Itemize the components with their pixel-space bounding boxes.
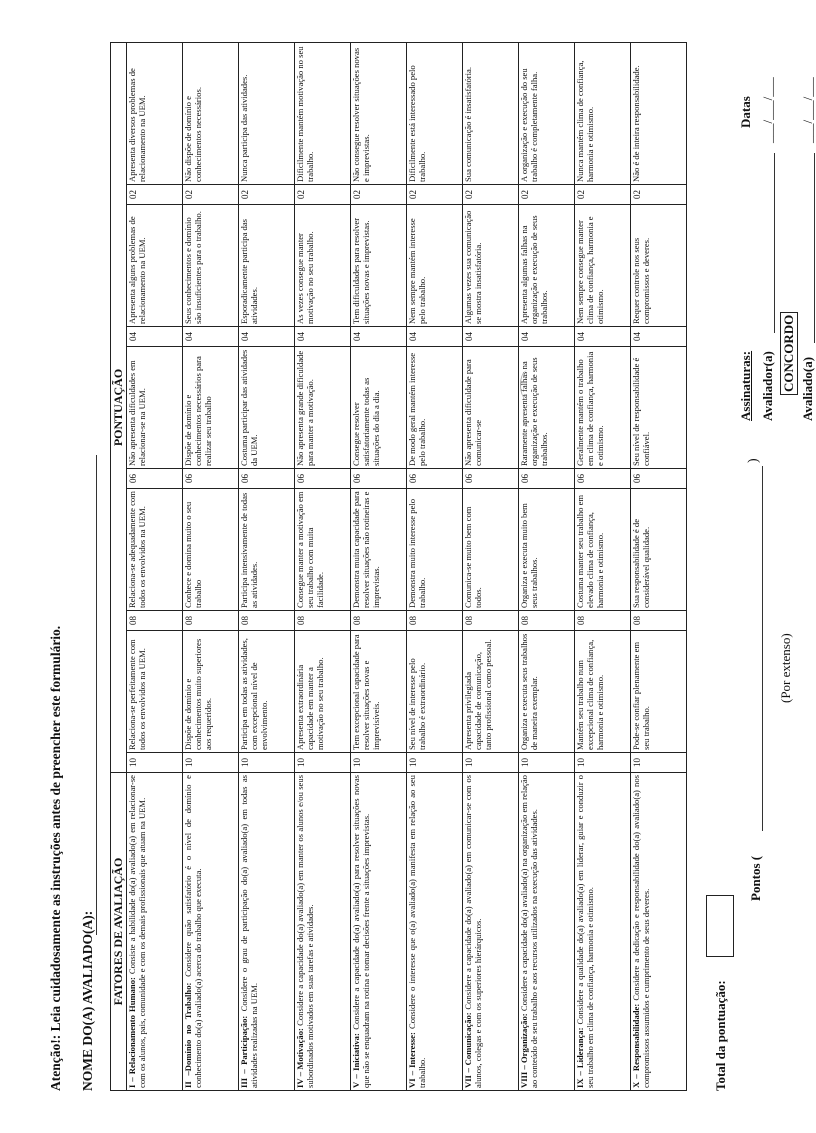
score-option-08[interactable]: 08: [575, 611, 631, 631]
score-option-06[interactable]: 06: [351, 469, 407, 489]
score-description-06: Dispõe de domínio e conhecimentos necessários para realizar seu trabalho: [183, 347, 239, 469]
evaluated-name-label: NOME DO(A) AVALIADO(A):: [80, 910, 95, 1091]
score-option-10[interactable]: 10: [351, 753, 407, 773]
score-description-06: Costuma participar das atividades da UEM.: [239, 347, 295, 469]
factor-description: Considere o interesse que o(a) avaliado(a) manifesta em relação ao seu trabalho.: [407, 775, 428, 1088]
score-description-08: Comunica-se muito bem com todos.: [463, 489, 519, 611]
factor-description: Considere a capacidade do(a) avaliado(a) para resolver situações novas que não se enquadram na rotina e tomar decisões frente a situações imprevistas.: [351, 775, 372, 1088]
score-description-02: Nunca participa das atividades.: [239, 43, 295, 185]
score-description-08: Relaciona-se adequadamente com todos os envolvidos na UEM.: [127, 489, 183, 611]
score-description-04: Tem dificuldades para resolver situações novas e imprevistas.: [351, 205, 407, 327]
factor-cell: [631, 773, 687, 1091]
score-option-08[interactable]: 08: [463, 611, 519, 631]
score-option-10[interactable]: 10: [295, 753, 351, 773]
score-option-02[interactable]: 02: [351, 185, 407, 205]
score-description-04: Esporadicamente participa das atividades.: [239, 205, 295, 327]
score-option-08[interactable]: 08: [127, 611, 183, 631]
score-description-08: Sua responsabilidade é de considerável qualidade.: [631, 489, 687, 611]
score-option-02[interactable]: 02: [575, 185, 631, 205]
score-description-04: Algumas vezes sua comunicação se mostra insatisfatória.: [463, 205, 519, 327]
factor-description: Considere a capacidade do(a) avaliado(a) na organização em relação ao conteúdo de seu trabalho e aos recursos utilizados na execução das atividades.: [519, 775, 540, 1088]
factor-title: VI – Interesse:: [407, 1032, 418, 1088]
score-option-06[interactable]: 06: [127, 469, 183, 489]
score-description-08: Participa intensivamente de todas as atividades.: [239, 489, 295, 611]
score-option-04[interactable]: 04: [407, 327, 463, 347]
factor-title: III – Participação:: [239, 1015, 250, 1088]
table-row: [519, 43, 575, 1091]
score-description-06: Consegue resolver satisfatoriamente todas as situações do dia a dia.: [351, 347, 407, 469]
agree-box: CONCORDO: [780, 312, 798, 395]
score-description-10: Apresenta privilegiada capacidade de comunicação, tanto profissional como pessoal.: [463, 631, 519, 753]
signatures-heading: Assinaturas:: [738, 350, 753, 421]
table-row: [631, 43, 687, 1091]
evaluated-name-field[interactable]: [96, 455, 97, 935]
score-option-04[interactable]: 04: [575, 327, 631, 347]
score-option-10[interactable]: 10: [631, 753, 687, 773]
factor-description: Considere a dedicação e responsabilidade do(a) avaliado(a) nos compromissos assumidos e cumprimento de seus deveres.: [631, 775, 652, 1088]
factor-cell: [407, 773, 463, 1091]
factor-title: X – Responsabilidade:: [631, 1003, 642, 1088]
table-row: [183, 43, 239, 1091]
score-option-08[interactable]: 08: [407, 611, 463, 631]
score-description-08: Conhece e domina muito o seu trabalho: [183, 489, 239, 611]
evaluator-date-field[interactable]: ___/___/___: [760, 77, 775, 143]
score-option-04[interactable]: 04: [127, 327, 183, 347]
table-row: [239, 43, 295, 1091]
factors-header: FATORES DE AVALIAÇÃO: [111, 773, 127, 1091]
score-option-02[interactable]: 02: [407, 185, 463, 205]
score-description-10: Tem excepcional capacidade para resolver situações novas e imprevisíveis.: [351, 631, 407, 753]
factor-description: Considere a qualidade do(a) avaliado(a) em liderar, guiar e conduzir o seu trabalho em clima de confiança, harmonia e otimismo.: [575, 775, 596, 1088]
score-option-06[interactable]: 06: [575, 469, 631, 489]
score-option-10[interactable]: 10: [575, 753, 631, 773]
factor-cell: [463, 773, 519, 1091]
points-label: Pontos (: [748, 855, 763, 901]
score-description-02: Dificilmente mantém motivação no seu trabalho.: [295, 43, 351, 185]
score-description-08: Demonstra muita capacidade para resolver situações não rotineiras e imprevistas.: [351, 489, 407, 611]
score-description-02: Dificilmente está interessado pelo trabalho.: [407, 43, 463, 185]
score-option-10[interactable]: 10: [407, 753, 463, 773]
factor-description: Considere o grau de participação do(a) avaliado(a) em todas as atividades realizadas na UEM.: [239, 775, 260, 1088]
evaluator-signature-field[interactable]: [774, 153, 775, 333]
score-description-06: Não apresenta grande dificuldade para manter a motivação.: [295, 347, 351, 469]
score-description-06: Não apresenta dificuldade para comunicar-se: [463, 347, 519, 469]
closing-parenthesis: ): [746, 458, 761, 463]
score-description-02: Não é de inteira responsabilidade.: [631, 43, 687, 185]
factor-title: IV – Motivação:: [295, 1028, 306, 1088]
score-option-04[interactable]: 04: [631, 327, 687, 347]
score-description-02: Sua comunicação é insatisfatória.: [463, 43, 519, 185]
score-description-04: Nem sempre mantém interesse pelo trabalho.: [407, 205, 463, 327]
in-words-caption: (Por extenso): [778, 633, 793, 703]
score-description-04: Apresenta algumas falhas na organização e execução de seus trabalhos.: [519, 205, 575, 327]
total-score-box[interactable]: [706, 895, 734, 957]
evaluation-table: [110, 42, 687, 1091]
evaluated-date-field[interactable]: ___/___/___: [800, 77, 815, 143]
score-description-02: Nunca mantém clima de confiança, harmonia e otimismo.: [575, 43, 631, 185]
factor-title: VII – Comunicação:: [463, 1012, 474, 1088]
score-option-08[interactable]: 08: [183, 611, 239, 631]
score-option-06[interactable]: 06: [295, 469, 351, 489]
score-description-06: Geralmente mantém o trabalho em clima de confiança, harmonia e otimismo.: [575, 347, 631, 469]
scan-artifact-mark: [520, 370, 535, 400]
score-description-10: Relaciona-se perfeitamente com todos os envolvidos na UEM.: [127, 631, 183, 753]
evaluated-signature-field[interactable]: [814, 153, 815, 343]
table-row: [351, 43, 407, 1091]
score-description-10: Dispõe de domínio e conhecimentos muito superiores aos requeridos.: [183, 631, 239, 753]
score-option-08[interactable]: 08: [295, 611, 351, 631]
score-option-10[interactable]: 10: [239, 753, 295, 773]
factor-description: Considere quão satisfatório é o nível de domínio e conhecimento do(a) avaliado(a) acerca do trabalho que executa.: [183, 775, 204, 1088]
score-option-02[interactable]: 02: [519, 185, 575, 205]
score-description-06: Seu nível de responsabilidade é confiável.: [631, 347, 687, 469]
score-description-08: Costuma manter seu trabalho em elevado clima de confiança, harmonia e otimismo.: [575, 489, 631, 611]
score-option-04[interactable]: 04: [519, 327, 575, 347]
factor-cell: [295, 773, 351, 1091]
score-description-02: Apresenta diversos problemas de relacionamento na UEM.: [127, 43, 183, 185]
score-option-08[interactable]: 08: [239, 611, 295, 631]
attention-notice: Atenção!: Leia cuidadosamente as instruções antes de preencher este formulário.: [48, 625, 63, 1091]
score-option-02[interactable]: 02: [183, 185, 239, 205]
factor-cell: [239, 773, 295, 1091]
score-option-04[interactable]: 04: [295, 327, 351, 347]
score-option-06[interactable]: 06: [407, 469, 463, 489]
score-option-10[interactable]: 10: [463, 753, 519, 773]
table-row: [575, 43, 631, 1091]
score-option-02[interactable]: 02: [463, 185, 519, 205]
score-description-08: Demonstra muito interesse pelo trabalho.: [407, 489, 463, 611]
score-description-08: Consegue manter a motivação em seu trabalho com muita facilidade.: [295, 489, 351, 611]
score-description-04: Nem sempre consegue manter clima de confiança, harmonia e otimismo.: [575, 205, 631, 327]
factor-title: V – Iniciativa:: [351, 1033, 362, 1088]
score-option-10[interactable]: 10: [519, 753, 575, 773]
score-description-10: Apresenta extraordinária capacidade em manter a motivação no seu trabalho.: [295, 631, 351, 753]
points-in-words-field[interactable]: [762, 466, 763, 831]
score-description-04: Apresenta alguns problemas de relacionamento na UEM.: [127, 205, 183, 327]
table-row: [127, 43, 183, 1091]
score-description-02: Não dispõe de domínio e conhecimentos necessários.: [183, 43, 239, 185]
factor-description: Considere a capacidade do(a) avaliado(a) em comunicar-se com os alunos, colegas e com os superiores hierárquicos.: [463, 775, 484, 1088]
score-description-08: Organiza e executa muito bem seus trabalhos.: [519, 489, 575, 611]
factor-cell: [127, 773, 183, 1091]
score-description-02: Não consegue resolver situações novas e imprevistas.: [351, 43, 407, 185]
factor-title: IX – Liderança:: [575, 1027, 586, 1088]
score-description-10: Mantém seu trabalho num excepcional clima de confiança, harmonia e otimismo.: [575, 631, 631, 753]
score-option-06[interactable]: 06: [183, 469, 239, 489]
score-option-04[interactable]: 04: [351, 327, 407, 347]
score-option-02[interactable]: 02: [127, 185, 183, 205]
table-row: [463, 43, 519, 1091]
score-option-10[interactable]: 10: [127, 753, 183, 773]
factor-description: Consiste a habilidade do(a) avaliado(a) em relacionar-se com os alunos, pais, comunidade e com os demais profissionais que atuam na UEM.: [127, 775, 148, 1088]
score-description-02: A organização e execução do seu trabalho é completamente falha.: [519, 43, 575, 185]
score-option-10[interactable]: 10: [183, 753, 239, 773]
factor-title: VIII – Organização:: [519, 1013, 530, 1088]
score-option-04[interactable]: 04: [239, 327, 295, 347]
factor-cell: [183, 773, 239, 1091]
score-option-08[interactable]: 08: [351, 611, 407, 631]
evaluated-label: Avaliado(a): [800, 356, 815, 421]
score-option-02[interactable]: 02: [239, 185, 295, 205]
score-description-04: Requer controle nos seus compromissos e deveres.: [631, 205, 687, 327]
table-row: [295, 43, 351, 1091]
score-option-02[interactable]: 02: [631, 185, 687, 205]
evaluator-label: Avaliador(a): [760, 351, 775, 421]
score-option-02[interactable]: 02: [295, 185, 351, 205]
total-score-label: Total da pontuação:: [713, 980, 728, 1091]
score-description-10: Pode-se confiar plenamente em seu trabalho.: [631, 631, 687, 753]
dates-heading: Datas: [738, 96, 753, 128]
scan-artifact-mark: [523, 405, 536, 427]
score-description-04: Seus conhecimentos e domínio são insuficientes para o trabalho.: [183, 205, 239, 327]
factor-cell: [519, 773, 575, 1091]
factor-title: I – Relacionamento Humano:: [127, 977, 138, 1088]
score-option-08[interactable]: 08: [631, 611, 687, 631]
score-description-06: Raramente apresenta falhas na organização e execução de seus trabalhos.: [519, 347, 575, 469]
score-description-06: Não apresenta dificuldades em relacionar-se na UEM.: [127, 347, 183, 469]
table-row: [407, 43, 463, 1091]
score-description-04: As vezes consegue manter motivação no seu trabalho.: [295, 205, 351, 327]
score-description-10: Organiza e executa seus trabalhos de maneira exemplar.: [519, 631, 575, 753]
score-description-10: Participa em todas as atividades, com excepcional nível de envolvimento.: [239, 631, 295, 753]
score-description-06: De modo geral mantém interesse pelo trabalho.: [407, 347, 463, 469]
score-option-08[interactable]: 08: [519, 611, 575, 631]
score-option-04[interactable]: 04: [463, 327, 519, 347]
score-header: PONTUAÇÃO: [111, 43, 127, 773]
score-option-06[interactable]: 06: [519, 469, 575, 489]
factor-cell: [351, 773, 407, 1091]
factor-cell: [575, 773, 631, 1091]
evaluation-rows: [127, 43, 687, 1091]
score-option-04[interactable]: 04: [183, 327, 239, 347]
score-option-06[interactable]: 06: [631, 469, 687, 489]
factor-title: II –Domínio no Trabalho:: [183, 982, 194, 1088]
score-option-06[interactable]: 06: [239, 469, 295, 489]
score-option-06[interactable]: 06: [463, 469, 519, 489]
score-description-10: Seu nível de interesse pelo trabalho é extraordinário.: [407, 631, 463, 753]
factor-description: Considere a capacidade do(a) avaliado(a) em manter os alunos e/ou seus subordinados motivados em suas tarefas e atividades.: [295, 775, 316, 1088]
